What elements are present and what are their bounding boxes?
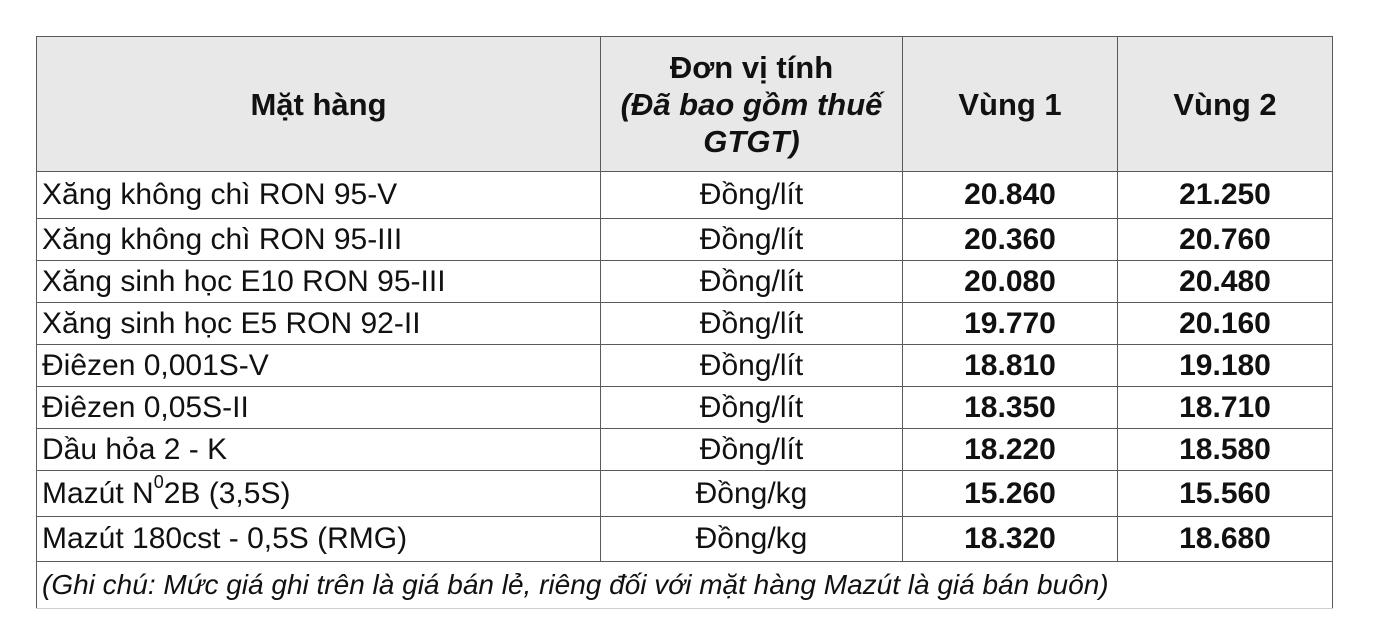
region1-price-cell: 20.080 <box>903 261 1118 303</box>
item-cell: Xăng không chì RON 95-III <box>37 219 601 261</box>
unit-cell: Đồng/lít <box>601 219 903 261</box>
item-suffix: 2B (3,5S) <box>163 476 291 510</box>
item-cell <box>37 471 601 517</box>
item-cell: Xăng sinh học E5 RON 92-II <box>37 303 601 345</box>
table-row <box>37 303 1333 345</box>
header-unit-line2: (Đã bao gồm thuế <box>620 86 883 122</box>
region2-price-cell: 21.250 <box>1118 172 1333 219</box>
unit-cell: Đồng/lít <box>601 345 903 387</box>
note-row <box>37 562 1333 609</box>
price-table-sheet <box>36 36 1332 609</box>
unit-cell: Đồng/lít <box>601 387 903 429</box>
header-unit <box>601 37 903 172</box>
unit-cell: Đồng/lít <box>601 303 903 345</box>
item-cell: Mazút 180cst - 0,5S (RMG) <box>37 517 601 562</box>
unit-cell: Đồng/lít <box>601 429 903 471</box>
region2-price-cell: 18.680 <box>1118 517 1333 562</box>
region2-price-cell: 20.760 <box>1118 219 1333 261</box>
region1-price-cell: 18.350 <box>903 387 1118 429</box>
table-row <box>37 471 1333 517</box>
table-row <box>37 261 1333 303</box>
table-row <box>37 172 1333 219</box>
region1-price-cell: 18.320 <box>903 517 1118 562</box>
region1-price-cell: 15.260 <box>903 471 1118 517</box>
unit-cell: Đồng/kg <box>601 471 903 517</box>
header-row <box>37 37 1333 172</box>
region1-price-cell: 18.810 <box>903 345 1118 387</box>
item-cell: Xăng sinh học E10 RON 95-III <box>37 261 601 303</box>
fuel-price-table <box>36 36 1333 609</box>
table-header <box>37 37 1333 172</box>
table-note: (Ghi chú: Mức giá ghi trên là giá bán lẻ, riêng đối với mặt hàng Mazút là giá bán buôn) <box>37 562 1333 609</box>
region2-price-cell: 18.580 <box>1118 429 1333 471</box>
unit-cell: Đồng/kg <box>601 517 903 562</box>
table-footer <box>37 562 1333 609</box>
region1-price-cell: 20.360 <box>903 219 1118 261</box>
region1-price-cell: 20.840 <box>903 172 1118 219</box>
header-item: Mặt hàng <box>37 37 601 172</box>
item-superscript: 0 <box>153 471 164 492</box>
item-prefix: Mazút N <box>42 476 154 510</box>
item-cell: Dầu hỏa 2 - K <box>37 429 601 471</box>
item-cell: Xăng không chì RON 95-V <box>37 172 601 219</box>
region2-price-cell: 18.710 <box>1118 387 1333 429</box>
table-row <box>37 429 1333 471</box>
region2-price-cell: 15.560 <box>1118 471 1333 517</box>
table-row <box>37 219 1333 261</box>
header-region2: Vùng 2 <box>1118 37 1333 172</box>
item-cell: Điêzen 0,05S-II <box>37 387 601 429</box>
header-unit-line1: Đơn vị tính <box>669 49 834 85</box>
region2-price-cell: 20.160 <box>1118 303 1333 345</box>
region1-price-cell: 19.770 <box>903 303 1118 345</box>
table-row <box>37 517 1333 562</box>
unit-cell: Đồng/lít <box>601 172 903 219</box>
table-row <box>37 345 1333 387</box>
table-body <box>37 172 1333 562</box>
item-cell: Điêzen 0,001S-V <box>37 345 601 387</box>
header-region1: Vùng 1 <box>903 37 1118 172</box>
unit-cell: Đồng/lít <box>601 261 903 303</box>
table-row <box>37 387 1333 429</box>
header-unit-line3: GTGT) <box>703 123 800 159</box>
region2-price-cell: 20.480 <box>1118 261 1333 303</box>
region2-price-cell: 19.180 <box>1118 345 1333 387</box>
region1-price-cell: 18.220 <box>903 429 1118 471</box>
